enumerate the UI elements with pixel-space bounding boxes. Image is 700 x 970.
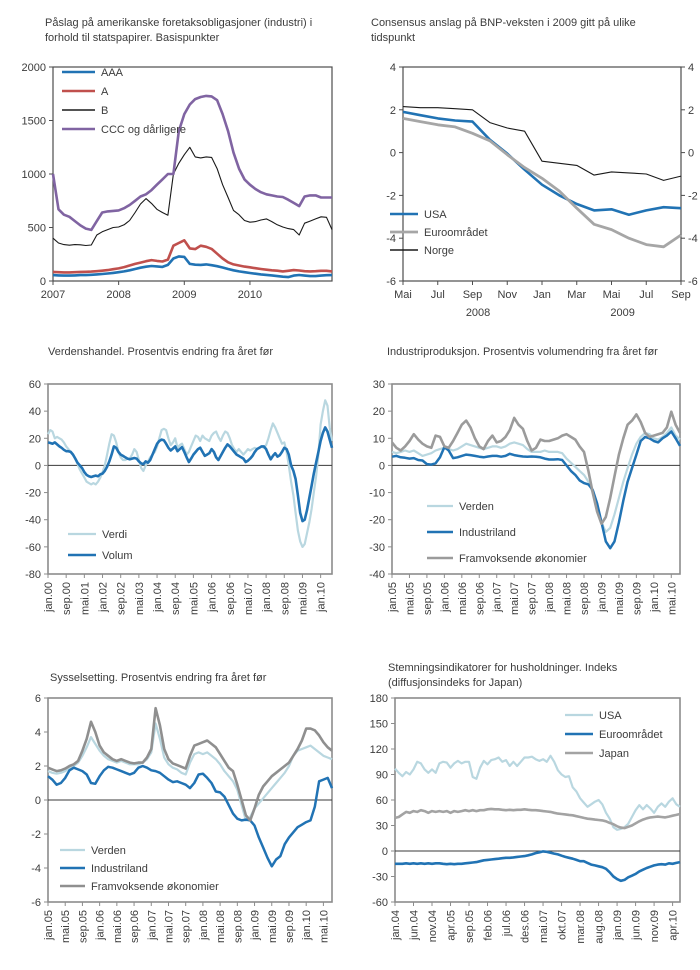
chart-title: Consensus anslag på BNP-veksten i 2009 gitt på ulike tidspunkt xyxy=(371,17,636,44)
svg-text:Verden: Verden xyxy=(459,501,494,513)
svg-text:sep.08: sep.08 xyxy=(279,582,292,616)
svg-text:1000: 1000 xyxy=(21,169,46,181)
svg-text:Sep: Sep xyxy=(462,289,483,301)
svg-text:Framvoksende økonomier: Framvoksende økonomier xyxy=(459,553,587,565)
svg-text:mai.05: mai.05 xyxy=(188,582,201,616)
svg-text:jan.09: jan.09 xyxy=(249,910,262,940)
svg-text:4: 4 xyxy=(688,62,695,74)
svg-text:Verden: Verden xyxy=(91,845,126,857)
svg-text:0: 0 xyxy=(34,795,41,807)
svg-text:-2: -2 xyxy=(688,190,698,203)
svg-text:jan.04: jan.04 xyxy=(390,910,402,940)
svg-text:120: 120 xyxy=(369,744,388,756)
svg-text:Euroområdet: Euroområdet xyxy=(599,729,663,741)
svg-text:90: 90 xyxy=(375,769,388,782)
svg-text:jan.08: jan.08 xyxy=(544,582,557,612)
svg-text:jan.07: jan.07 xyxy=(491,582,504,612)
svg-text:-60: -60 xyxy=(25,541,41,554)
svg-text:mar.08: mar.08 xyxy=(575,910,588,944)
svg-text:-30: -30 xyxy=(369,541,385,554)
svg-text:jun.04: jun.04 xyxy=(408,910,421,940)
svg-text:Norge: Norge xyxy=(424,245,454,257)
svg-text:-30: -30 xyxy=(372,871,388,884)
svg-text:-80: -80 xyxy=(25,569,41,581)
svg-text:B: B xyxy=(101,105,109,117)
svg-text:Euroområdet: Euroområdet xyxy=(424,227,488,239)
svg-text:-6: -6 xyxy=(31,897,41,909)
svg-text:30: 30 xyxy=(372,379,385,391)
svg-text:USA: USA xyxy=(599,710,622,722)
svg-text:2008: 2008 xyxy=(106,289,131,301)
svg-text:mai.07: mai.07 xyxy=(163,910,176,944)
consensus-gdp-chart xyxy=(350,0,700,330)
svg-text:mai.08: mai.08 xyxy=(215,910,228,944)
svg-text:10: 10 xyxy=(372,433,385,446)
credit-spreads-chart xyxy=(0,0,350,330)
svg-text:jan.08: jan.08 xyxy=(261,582,274,612)
svg-text:jan.04: jan.04 xyxy=(152,582,165,612)
svg-text:sep.08: sep.08 xyxy=(579,582,591,616)
svg-text:mai.10: mai.10 xyxy=(666,582,679,616)
svg-text:apr.05: apr.05 xyxy=(445,910,458,941)
svg-text:0: 0 xyxy=(34,460,41,473)
chart-title: Industriproduksjon. Prosentvis volumendring fra året før xyxy=(387,346,658,358)
svg-text:mai.01: mai.01 xyxy=(79,582,92,616)
svg-text:-20: -20 xyxy=(25,487,41,500)
svg-text:okt.07: okt.07 xyxy=(556,910,569,940)
chart-panel-consensus-gdp xyxy=(350,0,700,330)
svg-text:0: 0 xyxy=(39,276,46,288)
svg-text:mai.07: mai.07 xyxy=(242,582,255,616)
svg-text:Jul: Jul xyxy=(430,289,445,301)
svg-text:20: 20 xyxy=(372,406,385,419)
chart-panel-world-trade xyxy=(0,330,350,660)
svg-text:-60: -60 xyxy=(372,897,388,909)
svg-text:6: 6 xyxy=(34,693,41,705)
svg-text:500: 500 xyxy=(27,222,46,235)
svg-text:sep.05: sep.05 xyxy=(421,582,434,616)
svg-text:sep.06: sep.06 xyxy=(224,582,237,616)
svg-text:mai.09: mai.09 xyxy=(297,582,310,616)
chart-panel-credit-spreads xyxy=(0,0,350,330)
svg-text:jan.10: jan.10 xyxy=(301,910,314,940)
svg-text:sep.05: sep.05 xyxy=(464,910,477,944)
svg-text:-2: -2 xyxy=(31,829,41,841)
svg-text:CCC og dårligere: CCC og dårligere xyxy=(101,124,186,136)
svg-text:-2: -2 xyxy=(386,190,396,203)
svg-text:Framvoksende økonomier: Framvoksende økonomier xyxy=(91,881,219,893)
svg-text:Mai: Mai xyxy=(394,289,412,301)
svg-text:150: 150 xyxy=(369,718,388,731)
svg-text:AAA: AAA xyxy=(101,67,124,79)
svg-text:jul.06: jul.06 xyxy=(501,910,514,937)
svg-text:2007: 2007 xyxy=(40,289,66,301)
svg-text:nov.04: nov.04 xyxy=(427,910,440,943)
svg-text:Mai: Mai xyxy=(602,289,621,301)
svg-text:0: 0 xyxy=(389,147,396,160)
svg-text:sep.02: sep.02 xyxy=(115,582,128,616)
svg-text:2008: 2008 xyxy=(465,307,491,319)
svg-text:mai.07: mai.07 xyxy=(538,910,551,944)
consumer-sentiment-chart xyxy=(350,660,700,970)
svg-text:jan.00: jan.00 xyxy=(43,582,55,612)
svg-text:sep.09: sep.09 xyxy=(631,582,644,616)
svg-text:sep.04: sep.04 xyxy=(170,582,183,616)
svg-text:sep.07: sep.07 xyxy=(526,582,539,616)
svg-text:jan.02: jan.02 xyxy=(97,582,110,612)
svg-text:30: 30 xyxy=(375,820,388,833)
svg-text:4: 4 xyxy=(34,727,41,739)
svg-text:nov.09: nov.09 xyxy=(649,910,662,943)
svg-text:jan.10: jan.10 xyxy=(315,582,328,612)
svg-text:sep.09: sep.09 xyxy=(283,910,296,944)
svg-text:-4: -4 xyxy=(31,863,41,875)
chart-title: Påslag på amerikanske foretaksobligasjoner (industri) i forhold til statspapirer. Basispunkter xyxy=(45,17,313,44)
svg-text:2009: 2009 xyxy=(610,307,635,319)
svg-text:0: 0 xyxy=(378,460,385,473)
svg-text:-40: -40 xyxy=(25,514,41,527)
svg-text:apr.10: apr.10 xyxy=(667,910,680,941)
svg-text:sep.08: sep.08 xyxy=(232,910,245,944)
svg-text:2: 2 xyxy=(389,104,396,117)
svg-text:mai.09: mai.09 xyxy=(266,910,279,944)
svg-text:Industriland: Industriland xyxy=(459,527,516,539)
svg-text:jan.07: jan.07 xyxy=(146,910,159,940)
svg-text:1500: 1500 xyxy=(21,115,46,128)
svg-text:sep.00: sep.00 xyxy=(61,582,74,616)
svg-text:2010: 2010 xyxy=(237,289,263,301)
svg-text:mai.05: mai.05 xyxy=(60,910,73,944)
svg-text:jan.09: jan.09 xyxy=(612,910,625,940)
chart-title: Verdenshandel. Prosentvis endring fra året før xyxy=(48,346,274,358)
svg-text:mai.09: mai.09 xyxy=(613,582,626,616)
svg-text:USA: USA xyxy=(424,209,447,221)
svg-text:mai.03: mai.03 xyxy=(133,582,146,616)
svg-text:jan.08: jan.08 xyxy=(197,910,210,940)
svg-text:aug.08: aug.08 xyxy=(593,910,606,944)
svg-text:sep.06: sep.06 xyxy=(129,910,142,944)
svg-text:jan.06: jan.06 xyxy=(206,582,219,612)
svg-text:-4: -4 xyxy=(386,233,396,246)
chart-title: Stemningsindikatorer for husholdninger. Indeks (diffusjonsindeks for Japan) xyxy=(388,662,618,689)
svg-text:jan.06: jan.06 xyxy=(94,910,107,940)
svg-text:Mar: Mar xyxy=(567,289,587,301)
svg-text:jan.05: jan.05 xyxy=(43,910,55,940)
svg-text:2: 2 xyxy=(34,761,41,773)
svg-text:40: 40 xyxy=(28,406,41,419)
svg-text:Industriland: Industriland xyxy=(91,863,148,875)
svg-text:jun.09: jun.09 xyxy=(630,910,643,940)
svg-text:20: 20 xyxy=(28,433,41,446)
svg-text:sep.06: sep.06 xyxy=(474,582,487,616)
svg-text:2: 2 xyxy=(688,104,695,117)
svg-text:0: 0 xyxy=(381,846,388,858)
svg-text:2009: 2009 xyxy=(172,289,197,301)
svg-text:-6: -6 xyxy=(386,276,396,288)
svg-text:mai.07: mai.07 xyxy=(509,582,522,616)
svg-text:jan.05: jan.05 xyxy=(387,582,399,612)
svg-text:jan.06: jan.06 xyxy=(439,582,452,612)
svg-text:mai.05: mai.05 xyxy=(404,582,417,616)
svg-text:mai.08: mai.08 xyxy=(561,582,574,616)
svg-text:-6: -6 xyxy=(688,276,698,288)
svg-text:Volum: Volum xyxy=(102,550,133,562)
svg-text:A: A xyxy=(101,86,109,98)
chart-panel-consumer-sentiment xyxy=(350,660,700,970)
employment-chart xyxy=(0,660,350,970)
svg-text:sep.07: sep.07 xyxy=(180,910,193,944)
svg-text:mai.06: mai.06 xyxy=(456,582,469,616)
svg-text:0: 0 xyxy=(688,147,695,160)
svg-text:sep.05: sep.05 xyxy=(77,910,90,944)
svg-text:-10: -10 xyxy=(369,487,385,500)
svg-text:feb.06: feb.06 xyxy=(482,910,495,941)
svg-text:Jul: Jul xyxy=(639,289,654,301)
svg-text:Nov: Nov xyxy=(497,289,518,301)
svg-text:Japan: Japan xyxy=(599,748,629,760)
svg-text:mai.06: mai.06 xyxy=(111,910,124,944)
chart-panel-industrial-production xyxy=(350,330,700,660)
svg-text:4: 4 xyxy=(389,62,396,74)
svg-text:60: 60 xyxy=(375,795,388,807)
svg-text:jan.09: jan.09 xyxy=(596,582,609,612)
chart-title: Sysselsetting. Prosentvis endring fra året før xyxy=(50,672,267,684)
chart-panel-employment xyxy=(0,660,350,970)
svg-text:60: 60 xyxy=(28,379,41,391)
svg-text:Verdi: Verdi xyxy=(102,529,128,541)
svg-text:Sep: Sep xyxy=(671,289,691,301)
svg-text:Jan: Jan xyxy=(533,289,551,301)
svg-text:180: 180 xyxy=(369,693,388,705)
world-trade-chart xyxy=(0,330,350,660)
svg-text:-40: -40 xyxy=(369,569,385,581)
svg-text:-20: -20 xyxy=(369,514,385,527)
svg-text:jan.10: jan.10 xyxy=(648,582,661,612)
svg-text:des.06: des.06 xyxy=(519,910,532,944)
svg-text:2000: 2000 xyxy=(21,62,46,74)
svg-text:mai.10: mai.10 xyxy=(318,910,331,944)
industrial-production-chart xyxy=(350,330,700,660)
svg-text:-4: -4 xyxy=(688,233,698,246)
